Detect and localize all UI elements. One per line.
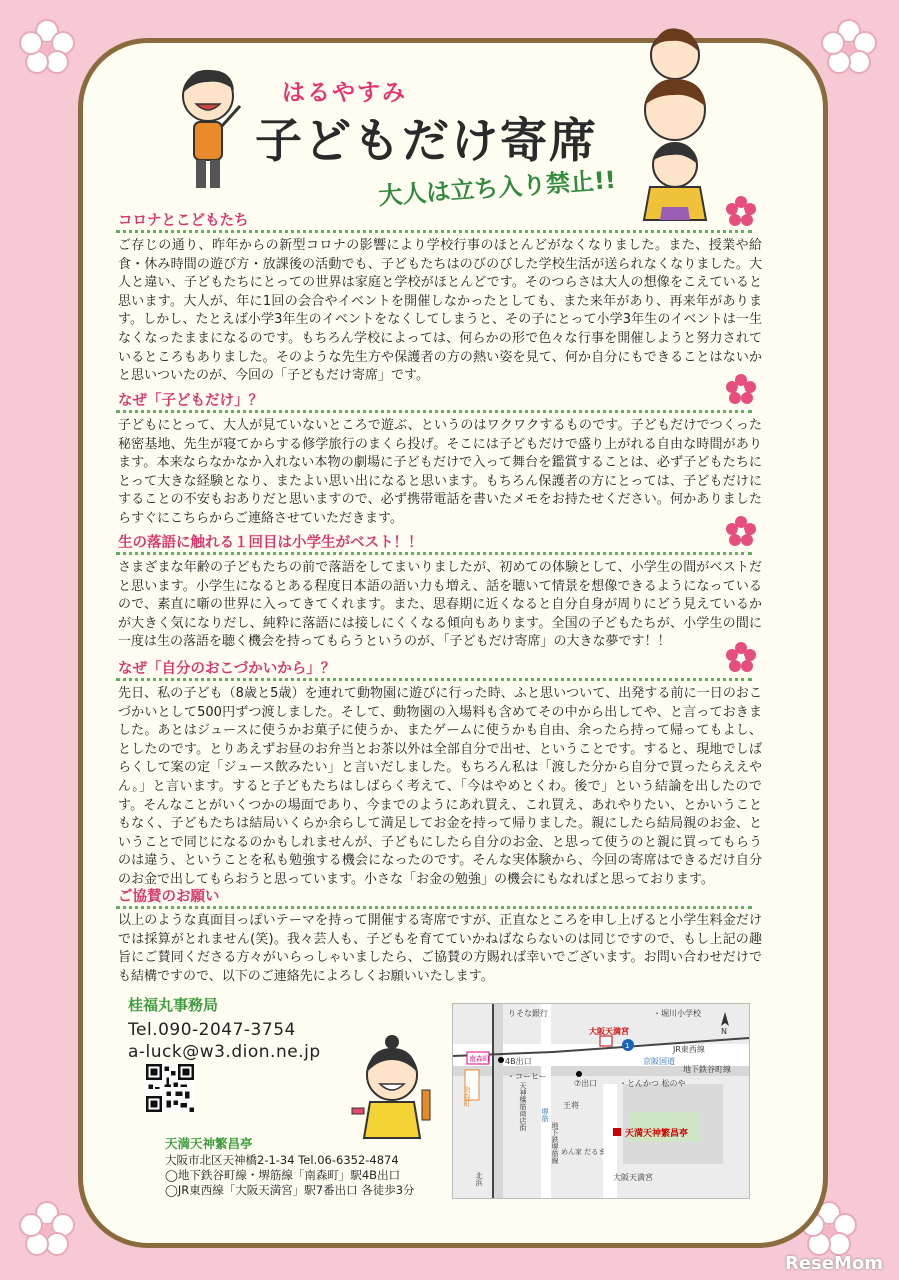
plum-blossom-icon	[724, 640, 758, 674]
map-label: 南森町	[469, 1055, 490, 1063]
section-heading: コロナとこどもたち	[118, 213, 249, 229]
venue-name: 天満天神繁昌亭	[165, 1136, 253, 1151]
map-label: 大阪天満宮	[613, 1173, 653, 1182]
venue-access: ◯JR東西線「大阪天満宮」駅7番出口 各徒歩3分	[165, 1183, 415, 1197]
office-name: 桂福丸事務局	[128, 996, 219, 1014]
girl-illustration	[350, 1030, 440, 1140]
map-label: ・とんかつ 松のや	[619, 1079, 686, 1088]
dotted-divider	[116, 410, 752, 413]
phone-number[interactable]: Tel.090-2047-3754	[128, 1020, 296, 1040]
section-body: 子どもにとって、大人が見ていないところで遊ぶ、というのはワクワクするものです。子どもだけでつくった秘密基地、先生が寝てからする修学旅行のまくら投げ。そこには子どもだけで盛り上がれる自由な時間があります。本来ならなかなか入れない本物の劇場に子どもだけで入って舞台を鑑賞することは、必ず子どもたちにとって大きな経験となり、またよい思い出になると思います。もちろん保護者の方にとっては、子どもだけにすることの不安もおありだと思いますので、必ず携帯電話を書いたメモをお持たせください。何かありましたらすぐにこちらからご連絡させていただきます。	[118, 418, 762, 526]
north-icon: N	[721, 1027, 727, 1036]
map-label: 天満天神繁昌亭	[625, 1129, 689, 1139]
section-heading: 生の落語に触れる１回目は小学生がベスト！！	[118, 535, 423, 551]
section-heading: なぜ「自分のおこづかいから」？	[118, 661, 336, 677]
map-label: めん家 だるま	[561, 1148, 606, 1156]
map-label: 堺筋	[541, 1108, 549, 1122]
email-address[interactable]: a-luck@w3.dion.ne.jp	[128, 1042, 321, 1062]
map-label: 天神橋筋商店街	[519, 1082, 527, 1131]
plum-blossom-icon	[724, 514, 758, 548]
stacked-children-illustration	[630, 15, 720, 225]
plum-blossom-icon	[724, 194, 758, 228]
section-heading: ご協賛のお願い	[118, 889, 220, 905]
venue-address: 大阪市北区天神橋2-1-34 Tel.06-6352-4874	[165, 1153, 399, 1167]
dotted-divider	[116, 678, 752, 681]
dotted-divider	[116, 906, 752, 909]
map-label: 地下鉄堺筋線	[551, 1122, 559, 1164]
plum-blossom-icon	[18, 1200, 76, 1258]
plum-blossom-icon	[18, 18, 76, 76]
qr-code[interactable]	[146, 1064, 194, 1112]
access-map[interactable]	[452, 1003, 750, 1199]
map-label: 南森町	[463, 1086, 471, 1107]
section-body: 以上のような真面目っぽいテーマを持って開催する寄席ですが、正直なところを申し上げると小学生料金だけでは採算がとれません(笑)。我々芸人も、子どもを育てていかねばならないのは同じですので、もし上記の趣旨にご賛同くださる方々がいらっしゃいましたら、ご協賛の方賜れば幸いでございます。お問い合わせだけでも結構ですので、以下のご連絡先によろしくお願いいたします。	[118, 913, 762, 984]
section-body: さまざまな年齢の子どもたちの前で落語をしてまいりましたが、初めての体験として、小学生の間がベストだと思います。小学生になるとある程度日本語の語い力も増え、話を聴いて情景を想像できるようになっているので、素直に噺の世界に入ってきてくれます。また、思春期に近くなると自分自身が周りにどう見えているかが大きく気になりだし、純粋に落語には接しにくくなる傾向もあります。全国の子どもたちが、小学生の間に一度は生の落語を聴く機会を持ってもらうというのが、「子どもだけ寄席」の大きな夢です！！	[118, 560, 762, 650]
dotted-divider	[116, 230, 752, 233]
title-small: はるやすみ	[282, 80, 407, 106]
map-label: 大阪天満宮	[589, 1027, 629, 1036]
map-label: ・コーヒー	[507, 1072, 547, 1081]
watermark-logo: ReseMom	[784, 1253, 883, 1274]
map-label: ・堀川小学校	[653, 1009, 701, 1018]
title-subtitle: 大人は立ち入り禁止!!	[377, 165, 617, 211]
section-body: 先日、私の子ども（8歳と5歳）を連れて動物園に遊びに行った時、ふと思いついて、出発する前に一日のおこづかいとして500円ずつ渡しました。そして、動物園の入場料も含めてその中から出してや、と言っておきました。あとはジュースに使うかお菓子に使うか、またゲームに使うかも自由、余ったら持って帰ってもよし、としたのです。とりあえずお昼のお弁当とお茶以外は全部自分で出せ、ということです。すると、現地でしばらくして案の定「ジュース飲みたい」と言いだしました。もちろん私は「渡した分から自分で買ったらええやん。」と言います。すると子どもたちはしばらく考えて、「今はやめとくわ。後で」という結論を出したのです。そんなことがいくつかの場面であり、今までのようにあれ買え、これ買え、あれやりたい、とかいうこともなく、子どもたちは結局いくらか余らして満足してお金を持って帰りました。親にしたら結局親のお金、ということで同じになるのかもしれませんが、子どもにしたら自分のお金、と思って使うのと親に買ってもらうのは違う、ということを私も勉強する機会になったのです。そんな実体験から、今回の寄席はできるだけ自分のお金で出してもらおうと思っています。小さな「お金の勉強」の機会にもなればと思っております。	[118, 686, 762, 887]
map-label: 京阪国道	[643, 1057, 675, 1066]
map-label: りそな銀行	[508, 1009, 548, 1018]
map-label: 1	[625, 1042, 630, 1050]
map-label: JR東西線	[673, 1045, 705, 1054]
section-heading: なぜ「子どもだけ」？	[118, 393, 263, 409]
section-body: ご存じの通り、昨年からの新型コロナの影響により学校行事のほとんどがなくなりました。また、授業や給食・休み時間の遊び方・放課後の活動でも、子どもたちはのびのびした学校生活が送られなくなりました。大人と違い、子どもたちにとっての世界は家庭と学校がほとんどです。そのつらさは大人の想像をこえていると思います。大人が、年に1回の会合やイベントを開催しなかったとしても、また来年があり、再来年があります。しかし、たとえば小学3年生のイベントをなくしてしまうと、その子にとって小学3年生のイベントは一生なくなったままになるのです。もちろん学校によっては、何らかの形で色々な行事を開催しようと努力されているところもありました。そのような先生方や保護者の方の熱い姿を見て、何か自分にもできることはないかと思いついたのが、今回の「子どもだけ寄席」です。	[118, 238, 762, 384]
dotted-divider	[116, 552, 752, 555]
plum-blossom-icon	[820, 18, 878, 76]
map-label: 王将	[563, 1101, 579, 1110]
boy-illustration	[178, 62, 248, 192]
plum-blossom-icon	[724, 372, 758, 406]
map-label: ⑦出口	[574, 1079, 598, 1088]
venue-access: ◯地下鉄谷町線・堺筋線「南森町」駅4B出口	[165, 1168, 401, 1182]
map-label: 4B出口	[505, 1057, 532, 1066]
map-label: 北浜	[475, 1172, 483, 1186]
page-title: 子どもだけ寄席	[255, 114, 598, 169]
map-label: 地下鉄谷町線	[683, 1065, 731, 1074]
